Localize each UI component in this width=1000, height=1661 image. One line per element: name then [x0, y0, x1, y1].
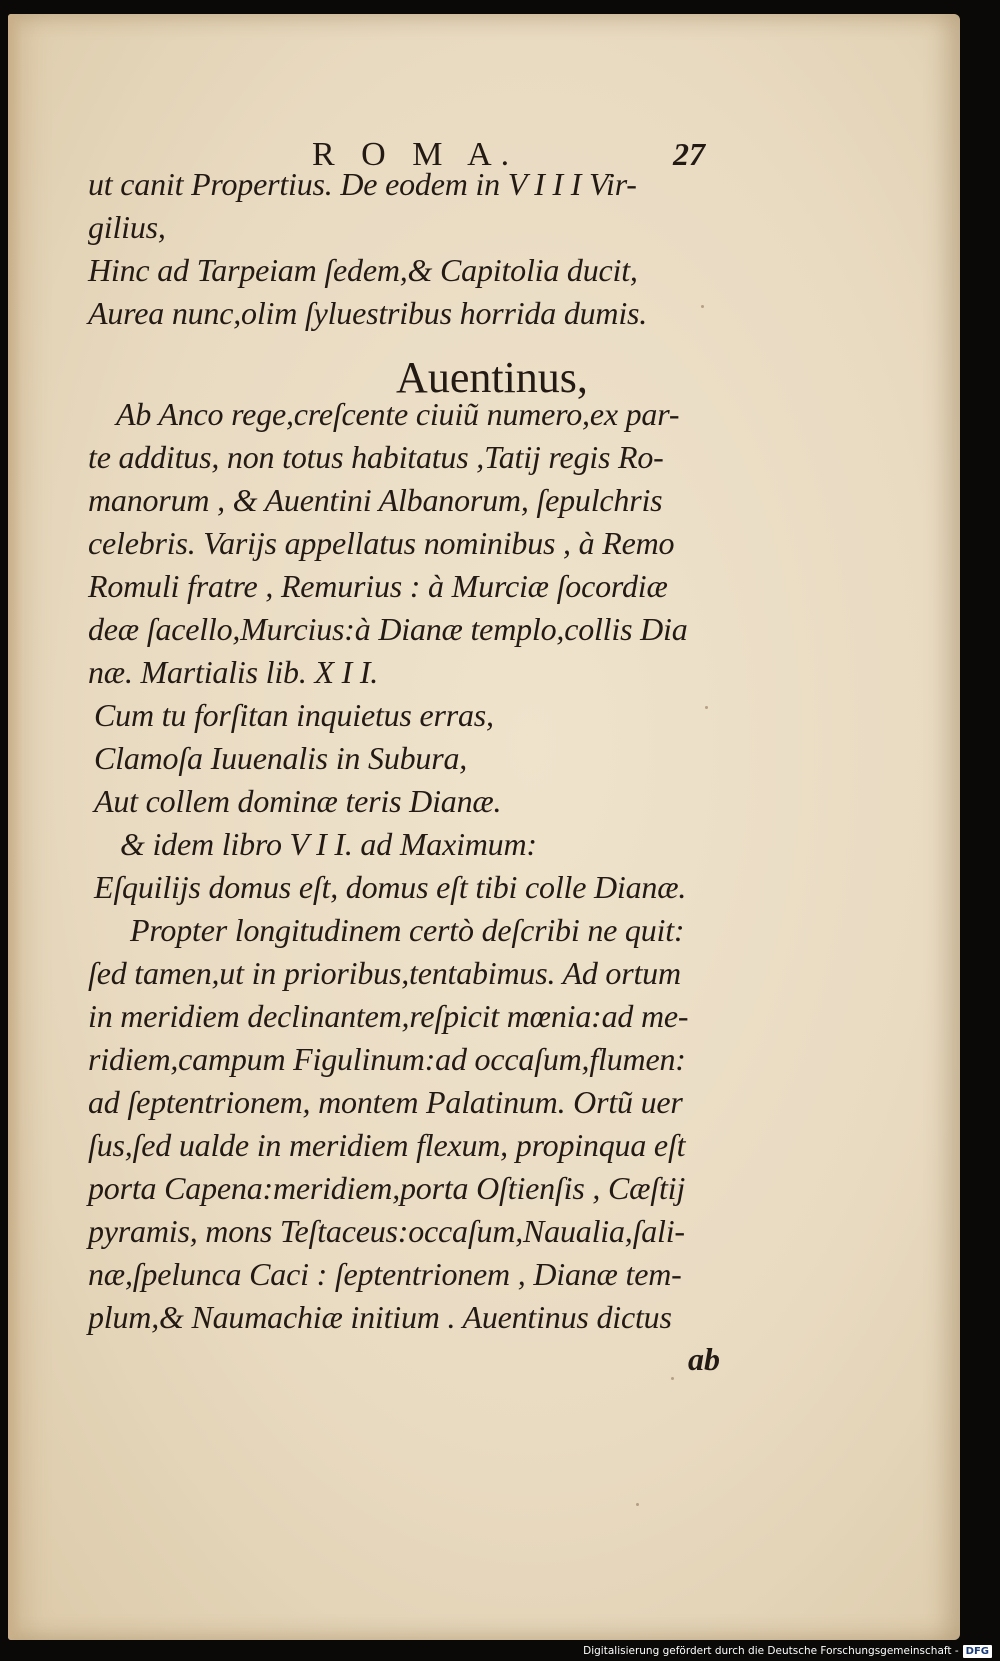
- text-line: Aurea nunc,olim ſyluestribus horrida dumis.: [88, 295, 648, 331]
- text-line: celebris. Varijs appellatus nominibus , à Remo: [88, 525, 675, 561]
- text-line: porta Capena:meridiem,porta Oſtienſis , Cæſtij: [88, 1170, 686, 1206]
- text-line: næ,ſpelunca Caci : ſeptentrionem , Dianæ tem-: [88, 1256, 682, 1292]
- catchword: ab: [688, 1341, 720, 1377]
- running-title: R O M A.: [312, 136, 519, 173]
- verse-line: Aut collem dominæ teris Dianæ.: [94, 783, 502, 819]
- text-line: manorum , & Auentini Albanorum, ſepulchris: [88, 482, 663, 518]
- text-line: ſus,ſed ualde in meridiem flexum, propinqua eſt: [88, 1127, 686, 1163]
- verse-line: Clamoſa Iuuenalis in Subura,: [94, 740, 468, 776]
- text-line: Ab Anco rege,creſcente ciuiũ numero,ex par-: [116, 396, 680, 432]
- text-line: ridiem,campum Figulinum:ad occaſum,flumen:: [88, 1041, 686, 1077]
- text-line: ad ſeptentrionem, montem Palatinum. Ortũ uer: [88, 1084, 683, 1120]
- text-line: Hinc ad Tarpeiam ſedem,& Capitolia ducit,: [88, 252, 638, 288]
- page-text: [8, 14, 960, 1640]
- text-line: deæ ſacello,Murcius:à Dianæ templo,collis Dia: [88, 611, 688, 647]
- book-page: [8, 14, 960, 1640]
- text-line: Propter longitudinem certò deſcribi ne quit:: [130, 912, 685, 948]
- verse-line: Cum tu forſitan inquietus erras,: [94, 697, 494, 733]
- text-line: in meridiem declinantem,reſpicit mœnia:ad me-: [88, 998, 689, 1034]
- footer-text: Digitalisierung gefördert durch die Deutsche Forschungsgemeinschaft -: [583, 1645, 959, 1657]
- text-line: & idem libro V I I. ad Maximum:: [120, 826, 537, 862]
- text-line: gilius,: [88, 209, 166, 245]
- page-number: 27: [673, 136, 705, 172]
- digitization-credit: [583, 1643, 992, 1659]
- section-heading: Auentinus,: [396, 353, 588, 402]
- text-line: ut canit Propertius. De eodem in V I I I Vir-: [88, 166, 637, 202]
- dfg-logo: DFG: [963, 1645, 992, 1658]
- text-line: plum,& Naumachiæ initium . Auentinus dictus: [88, 1299, 672, 1335]
- text-line: næ. Martialis lib. X I I.: [88, 654, 379, 690]
- text-line: ſed tamen,ut in prioribus,tentabimus. Ad ortum: [88, 955, 681, 991]
- text-line: pyramis, mons Teſtaceus:occaſum,Naualia,ſali-: [88, 1213, 685, 1249]
- text-line: Romuli fratre , Remurius : à Murciæ ſocordiæ: [88, 568, 668, 604]
- text-line: te additus, non totus habitatus ,Tatij regis Ro-: [88, 439, 664, 475]
- verse-line: Eſquilijs domus eſt, domus eſt tibi colle Dianæ.: [94, 869, 687, 905]
